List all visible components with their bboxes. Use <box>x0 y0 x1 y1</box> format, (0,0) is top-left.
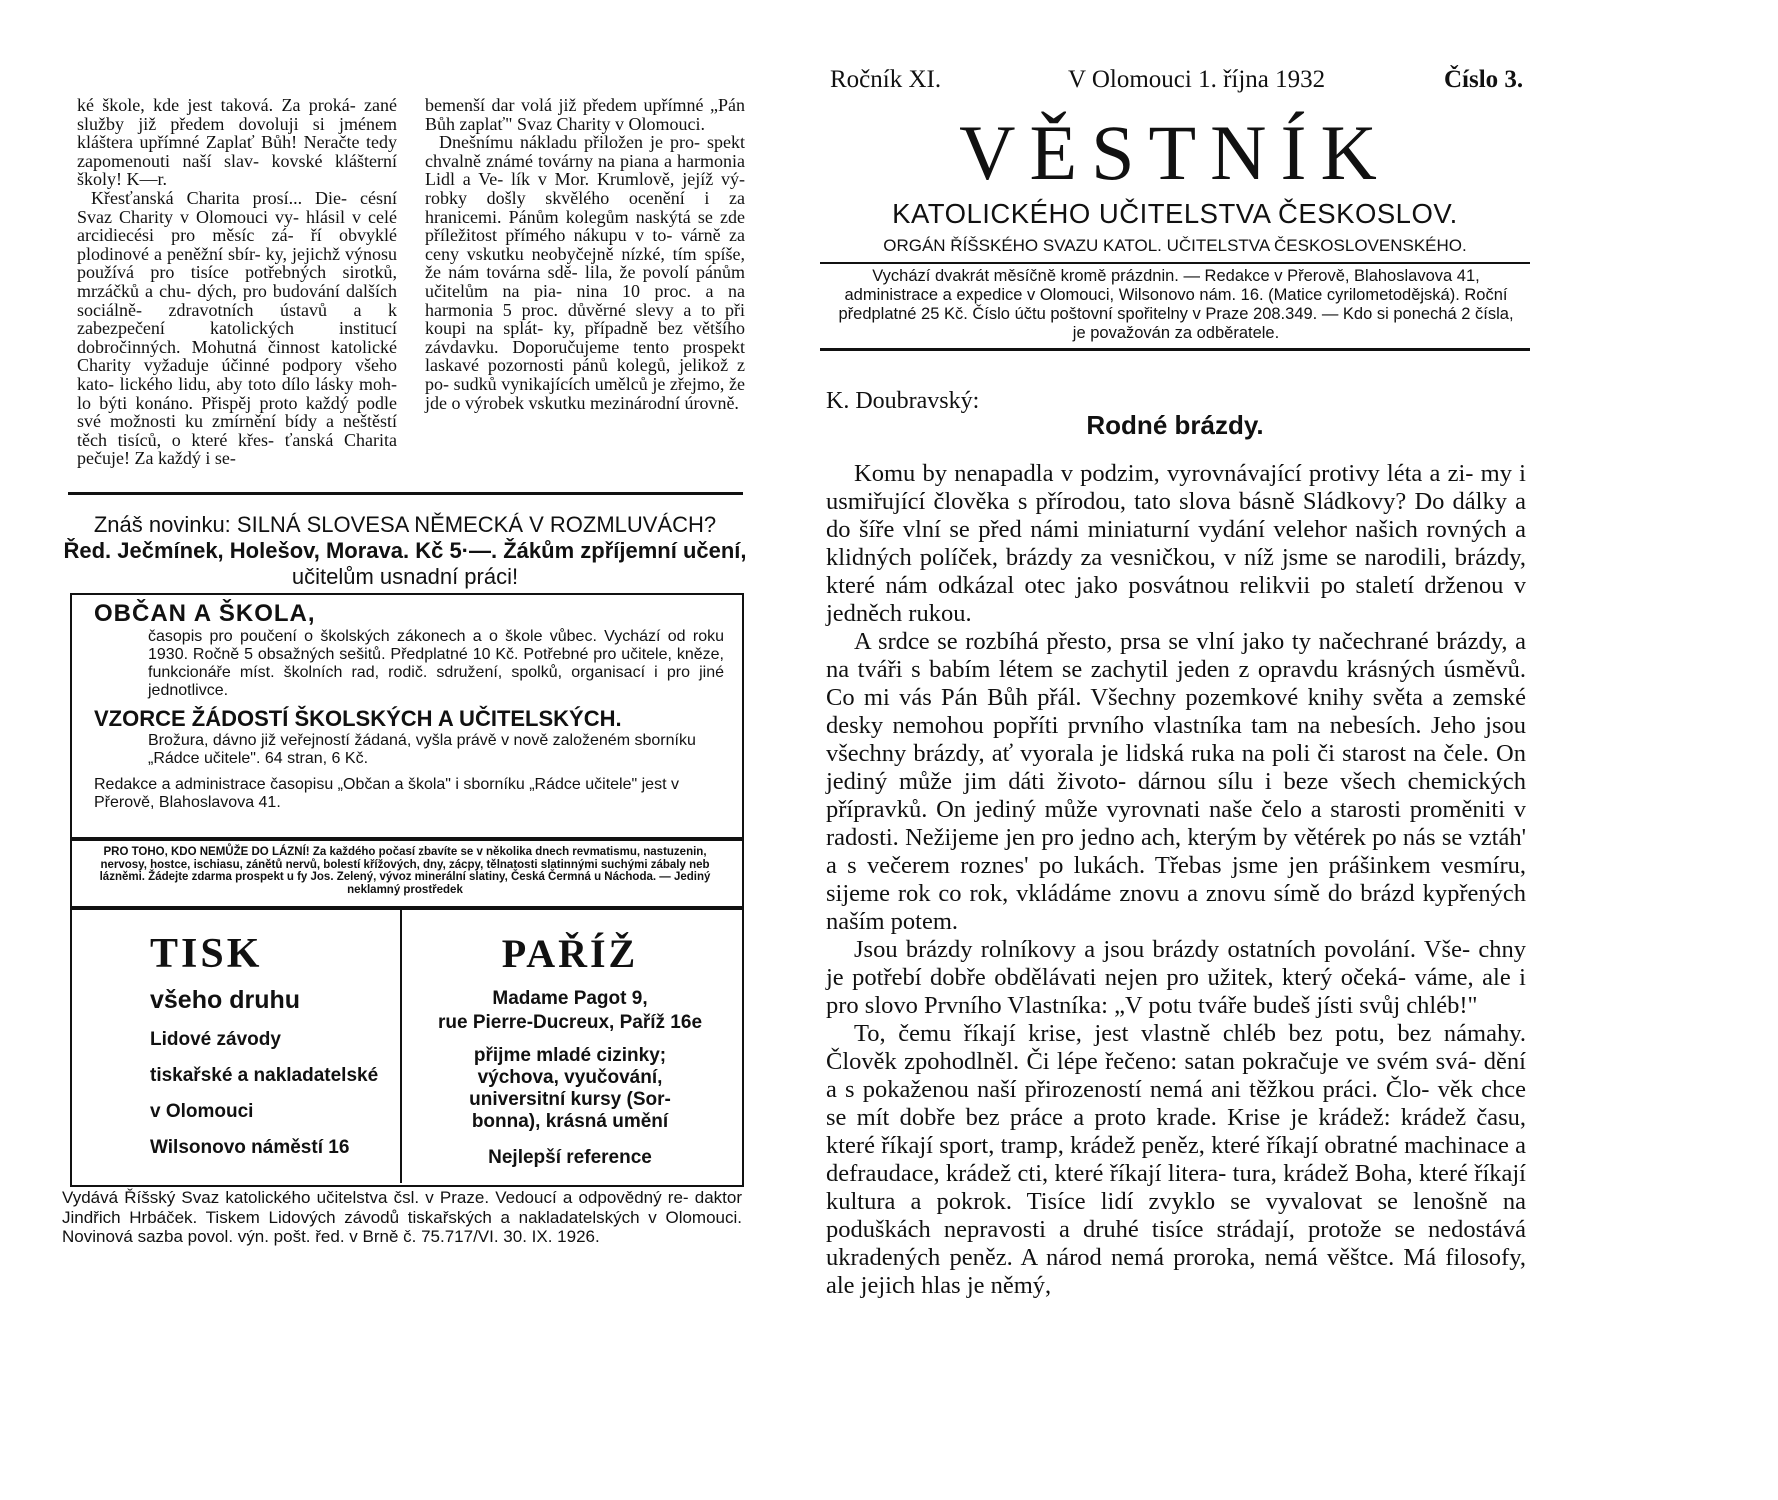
issue-rocnik: Ročník XI. <box>830 66 942 93</box>
tisk-line: všeho druhu <box>150 986 301 1014</box>
paragraph: Křesťanská Charita prosí... Die- césní Svaz Charity v Olomouci vy- hlásil v celé arcidiecési pro měsíc zá- ří obvyklé plodinové a peněžní sbír- ky, jejichž výnosu používá pro tisíce potřebných sirotků, mrzáčků a chu- dých, pro budování dalších sociálně- zdravotních ústavů a k zabezpečení katolických institucí dobročinných. Mohutná činnost katolické Charity vyžaduje účinné podpory všeho kato- lického lidu, aby toto dílo lásky moh- lo býti konáno. Přispěj proto každý podle své možnosti ku zmírnění bídy a neštěstí těch tisíců, o které křes- ťanská Charita pečuje! Za každý i se- <box>77 187 397 469</box>
masthead-info: Vychází dvakrát měsíčně kromě prázdnin. — Redakce v Přerově, Blahoslavova 41, administrace a expedice v Olomouci, Wilsonovo nám. 16. (Matice cyrilometodějská). Roční předplatné 25 Kč. Číslo účtu poštovní spořitelny v Praze 208.349. — Kdo si ponechá 2 čísla, je považován za odběratele. <box>838 267 1514 342</box>
ad-novinka <box>60 512 750 590</box>
pariz-line: Madame Pagot 9, <box>492 988 648 1009</box>
article-paragraph: Komu by nenapadla v podzim, vyrovnávající protivy léta a zi- my i usmiřující člověka s přírodou, tato slova básně Sládkovy? Do dálky a do šíře vlní se před námi miniaturní vydání velehor našich rovných a klidných políček, brázdy za vesničkou, v níž jsme se narodili, brázdy, které nám odkázal otec jako posvátnou relikvii po staletí drženou v jedněch rukou. <box>826 460 1526 627</box>
article-body <box>826 460 1526 1300</box>
box-text: časopis pro poučení o školských zákonech a o škole vůbec. Vychází od roku 1930. Ročně 5 obsažných sešitů. Předplatné 10 Kč. Potřebné pro učitele, kněze, funkcionáře míst. školních rad, rodič. sdružení, spolků, organisací i pro jiné jednotlivce. <box>148 628 724 699</box>
masthead-organ: ORGÁN ŘÍŠSKÉHO SVAZU KATOL. UČITELSTVA ČESKOSLOVENSKÉHO. <box>883 236 1467 255</box>
tisk-line: v Olomouci <box>150 1101 254 1122</box>
box-title: VZORCE ŽÁDOSTÍ ŠKOLSKÝCH A UČITELSKÝCH. <box>94 706 622 731</box>
ad-line: Řed. Ječmínek, Holešov, Morava. Kč 5·—. Žákům zpříjemní učení, <box>63 538 747 563</box>
ad-line: učitelům usnadní práci! <box>291 564 519 589</box>
pariz-line: rue Pierre-Ducreux, Paříž 16e <box>437 1012 703 1033</box>
article-paragraph: Jsou brázdy rolníkovy a jsou brázdy ostatních povolání. Vše- chny je potřebí dobře obdělávati nejen pro užitek, který očeká- váme, ale i pro slovo Prvního Vlastníka: „V potu tváře budeš jísti svůj chléb!" <box>826 936 1526 1019</box>
ad-lazne-text: PRO TOHO, KDO NEMŮŽE DO LÁZNÍ! Za každého počasí zbavíte se v několika dnech revmatismu, nastuzenin, nervosy, hostce, ischiasu, zánětů nervů, bolestí křížových, dny, zácpy, tělnatosti slatinnými suchými zábaly neb lázněmi. Žádejte zdarma prospekt u fy Jos. Zelený, vývoz minerální slatiny, Česká Čermná u Náchoda. — Jediný neklamný prostředek <box>99 846 711 896</box>
article-paragraph: To, čemu říkají krise, jest vlastně chléb bez potu, bez námahy. Člověk zpohodlněl. Či lépe řečeno: satan pokračuje ve svém svá- dění a s pokaženou naší přirozeností nemá ani těžkou práci. Člo- věk chce se mít dobře bez práce a proto krade. Krise je krádež: krádež času, které říkají sport, tramp, krádež peněz, které říkají obratné machinace a defraudace, krádež cti, které říkají litera- tura, krádež Boha, které říkají kultura a pokrok. Tisíce lidí zvyklo se vyvalovat se lenošně na poduškách nepravosti a druhé tisíce strádají, protože se nedostává ukradených peněz. A národ nemá proroka, nemá věštce. Má filosofy, ale jejich hlas je němý, <box>826 1020 1526 1299</box>
box-divider <box>400 910 402 1183</box>
imprint: Vydává Říšský Svaz katolického učitelstva čsl. v Praze. Vedoucí a odpovědný re- daktor Jindřich Hrbáček. Tiskem Lidových závodů tiskařských a nakladatelských v Olomouci. Novinová sazba povol. výn. pošt. řed. v Brně č. 75.717/VI. 30. IX. 1926. <box>62 1188 742 1246</box>
pariz-line: bonna), krásná umění <box>471 1111 669 1132</box>
masthead-title: VĚSTNÍK <box>959 109 1391 196</box>
masthead-rule-top <box>820 262 1530 264</box>
ad-line: Znáš novinku: SILNÁ SLOVESA NĚMECKÁ V ROZMLUVÁCH? <box>93 512 717 537</box>
pariz-line: universitní kursy (Sor- <box>469 1089 671 1110</box>
pariz-line: výchova, vyučování, <box>477 1067 663 1088</box>
left-column-1 <box>77 96 397 468</box>
pariz-line: přijme mladé cizinky; <box>473 1045 667 1066</box>
ad-box-obcan-content <box>94 600 724 812</box>
issue-number: Číslo 3. <box>1444 66 1524 93</box>
article-title: Rodné brázdy. <box>1086 410 1264 440</box>
box-text: Brožura, dávno již veřejností žádaná, vyšla právě v nově založeném sborníku „Rádce učitele". 64 stran, 6 Kč. <box>148 732 696 767</box>
paragraph: Dnešnímu nákladu přiložen je pro- spekt chvalně známé továrny na piana a harmonia Lidl a Ve- lík v Mor. Krumlově, jejíž vý- robky došly skvělého ocenění i za hranicemi. Pánům kolegům naskýtá se zde příležitost přímého nákupu v to- várně za ceny vskutku neobyčejně nízké, tím spíše, že nám továrna sdě- lila, že povolí pánům učitelům na pia- nina 10 proc. a na harmonia 5 proc. důvěrné slevy a to při koupi na splát- ky, případně bez většího závdavku. Doporučujeme tento prospekt laskavé pozornosti pánů kolegů, jelikož z po- sudků vynikajících umělců je zřejmo, že jde o výrobek vskutku mezinárodní úrovně. <box>425 132 745 413</box>
pariz-line: Nejlepší reference <box>488 1147 652 1168</box>
issue-date: V Olomouci 1. října 1932 <box>1068 66 1326 93</box>
ad-pariz <box>410 930 730 1169</box>
left-column-2 <box>425 96 745 412</box>
box-footer: Redakce a administrace časopisu „Občan a škola" i sborníku „Rádce učitele" jest v Přerově, Blahoslavova 41. <box>94 776 679 811</box>
tisk-line: Wilsonovo náměstí 16 <box>150 1137 350 1158</box>
tisk-title: TISK <box>150 931 263 977</box>
article-paragraph: A srdce se rozbíhá přesto, prsa se vlní jako ty načechrané brázdy, a na tváři s babím létem se zachytil jeden z opravdu krásných úsměvů. Co mi vás Pán Bůh přál. Všechny pozemkové knihy světa a zemské desky nemohou popříti prvního vlastníka tam na nebesích. Jeho jsou všechny brázdy, ať vyorala je lidská ruka na poli či starost na čele. On jediný může jim dáti životo- dárnou sílu i beze všech chemických přípravků. On jediný může vyrovnati naše čelo a starosti proměniti v radosti. Nežijeme jen pro jedno ach, kterým by větérek po nás se vztáh' a s večerem roznes' po lukách. Třebas jsme jen prášinkem vesmíru, sijeme rok co rok, vkládáme znovu a znovu símě do brázd kypřených naším potem. <box>826 628 1526 935</box>
divider <box>68 492 743 495</box>
article-author: K. Doubravský: <box>826 388 980 414</box>
paragraph: ké škole, kde jest taková. Za proká- zané služby již předem dovoluji si jménem kláštera upřímné Zaplať Bůh! Neračte tedy zapomenouti naší slav- kovské klášterní školy! K—r. <box>77 95 397 190</box>
ad-tisk <box>150 930 390 1159</box>
masthead-subtitle: KATOLICKÉHO UČITELSTVA ČESKOSLOV. <box>892 198 1458 229</box>
tisk-line: Lidové závody <box>150 1029 281 1050</box>
tisk-line: tiskařské a nakladatelské <box>150 1065 379 1086</box>
masthead-rule-bottom <box>820 348 1530 351</box>
box-title: OBČAN A ŠKOLA, <box>94 600 316 627</box>
pariz-title: PAŘÍŽ <box>501 931 639 976</box>
paragraph: bemenší dar volá již předem upřímné „Pán Bůh zaplať" Svaz Charity v Olomouci. <box>425 95 745 134</box>
